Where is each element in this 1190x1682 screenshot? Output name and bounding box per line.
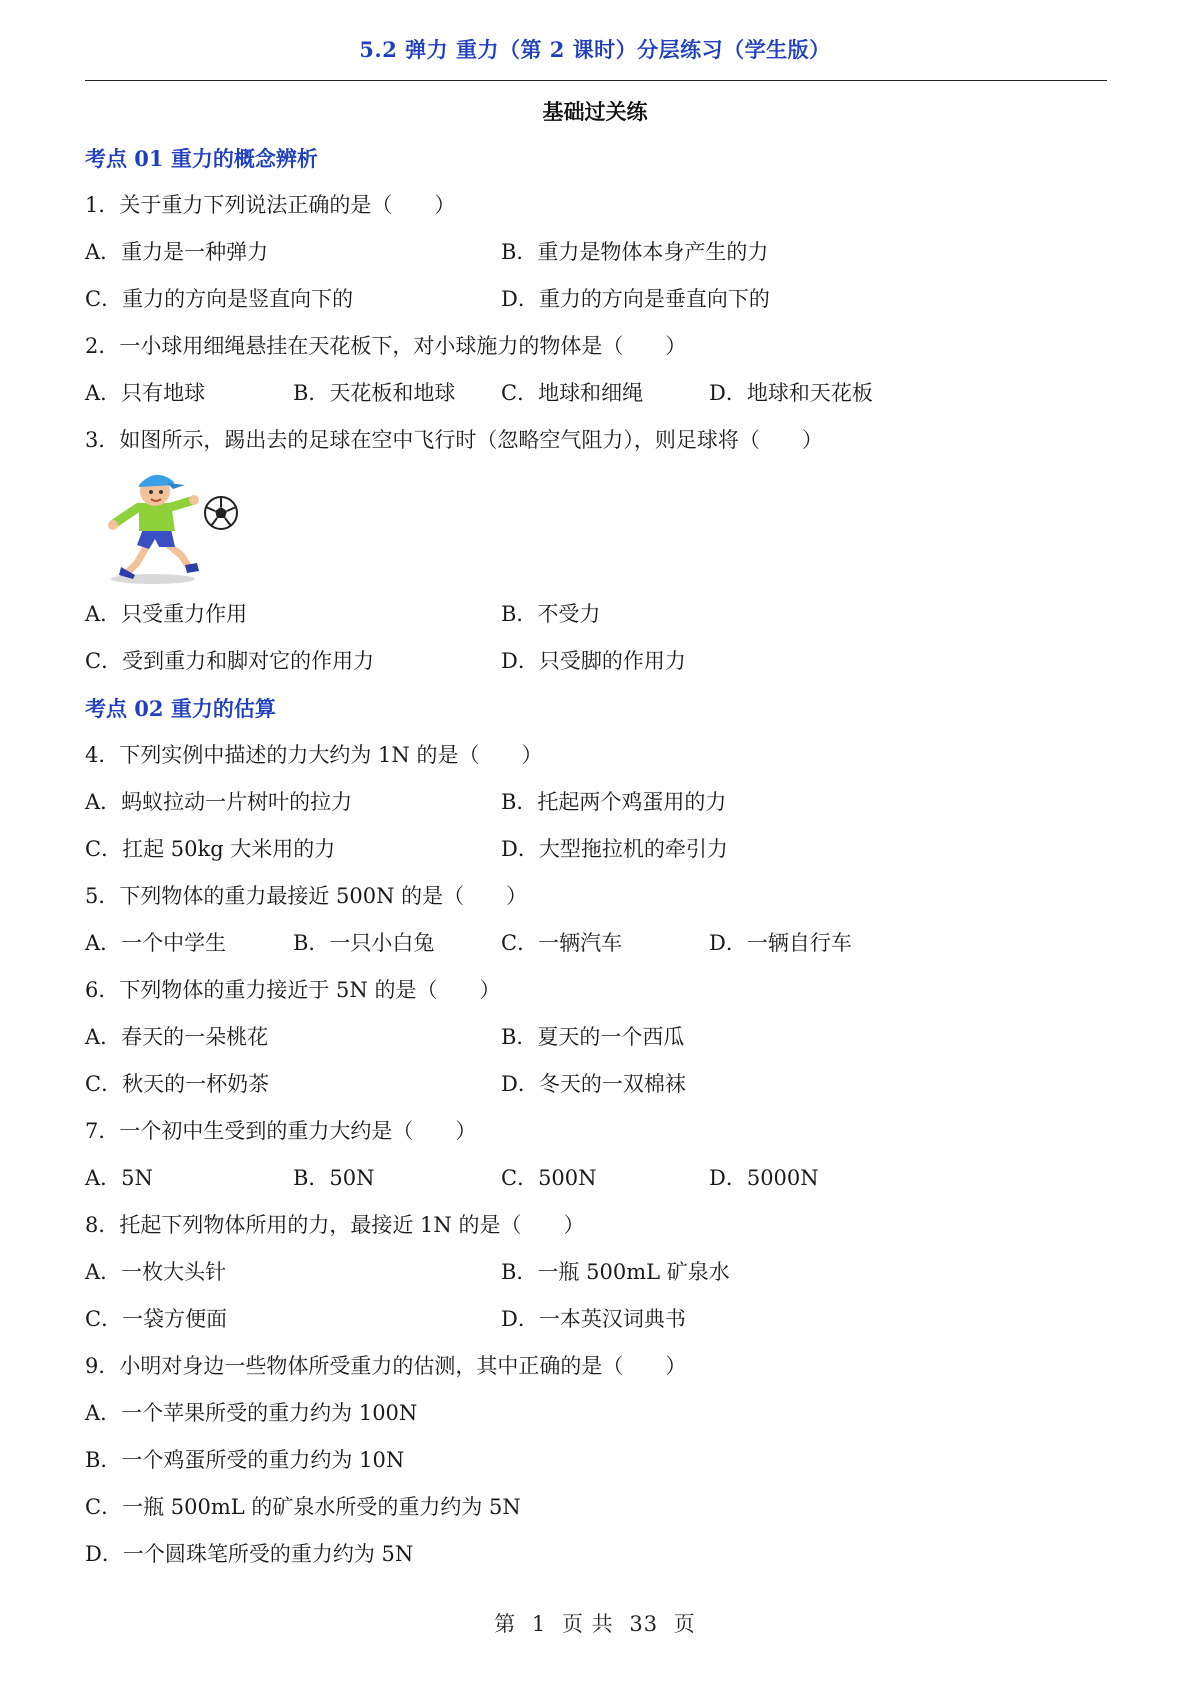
question-2-option-a: A．只有地球 [85,381,206,405]
question-3-option-d: D．只受脚的作用力 [501,649,686,673]
document-title: 5.2 弹力 重力（第 2 课时）分层练习（学生版） [359,37,831,62]
question-4-option-d: D．大型拖拉机的牵引力 [501,837,728,861]
kaodian-02-heading: 考点 02 重力的估算 [85,696,276,721]
question-7-option-a: A．5N [85,1166,153,1190]
question-2-option-b: B．天花板和地球 [293,381,456,405]
question-1-options-row-2 [85,276,1107,323]
question-3-option-a: A．只受重力作用 [85,602,248,626]
question-5-option-c: C．一辆汽车 [501,931,623,955]
question-6-option-b: B．夏天的一个西瓜 [501,1025,685,1049]
question-9-option-d: D．一个圆珠笔所受的重力约为 5N [85,1542,414,1566]
question-5-option-a: A．一个中学生 [85,931,227,955]
question-4-option-b: B．托起两个鸡蛋用的力 [501,790,727,814]
question-8-option-b: B．一瓶 500mL 矿泉水 [501,1260,730,1284]
question-7-options-row [85,1155,1107,1202]
question-9-stem: 9．小明对身边一些物体所受重力的估测，其中正确的是（ ） [85,1354,687,1378]
question-1-options-row-1 [85,229,1107,276]
question-list [85,135,1107,1578]
question-6-option-c: C．秋天的一杯奶茶 [85,1072,270,1096]
question-6-options-row-1 [85,1014,1107,1061]
question-5-stem: 5．下列物体的重力最接近 500N 的是（ ） [85,884,528,908]
question-3-option-c: C．受到重力和脚对它的作用力 [85,649,375,673]
question-3-stem: 3．如图所示，踢出去的足球在空中飞行时（忽略空气阻力），则足球将（ ） [85,428,823,452]
question-7-option-c: C．500N [501,1166,597,1190]
question-2-option-c: C．地球和细绳 [501,381,644,405]
question-7-stem: 7．一个初中生受到的重力大约是（ ） [85,1119,477,1143]
question-3-options-row-1 [85,591,1107,638]
question-1-option-b: B．重力是物体本身产生的力 [501,240,769,264]
question-4-options-row-2 [85,826,1107,873]
question-8-options-row-1 [85,1249,1107,1296]
footer-prefix: 第 [494,1612,517,1636]
question-8-options-row-2 [85,1296,1107,1343]
question-6-option-a: A．春天的一朵桃花 [85,1025,269,1049]
question-4-stem: 4．下列实例中描述的力大约为 1N 的是（ ） [85,743,543,767]
question-2-options-row [85,370,1107,417]
header-rule [85,80,1107,81]
question-8-option-a: A．一枚大头针 [85,1260,227,1284]
question-7-option-b: B．50N [293,1166,375,1190]
section-heading: 基础过关练 [542,99,648,124]
question-9-option-b: B．一个鸡蛋所受的重力约为 10N [85,1448,405,1472]
question-1-option-a: A．重力是一种弹力 [85,240,269,264]
footer-suffix: 页 [673,1612,696,1636]
question-3-option-b: B．不受力 [501,602,601,626]
question-5-option-d: D．一辆自行车 [709,931,852,955]
kaodian-01-heading: 考点 01 重力的概念辨析 [85,146,318,171]
question-5-option-b: B．一只小白兔 [293,931,435,955]
question-8-option-c: C．一袋方便面 [85,1307,228,1331]
page-footer [0,1608,1190,1638]
question-6-option-d: D．冬天的一双棉袜 [501,1072,686,1096]
question-3-options-row-2 [85,638,1107,685]
question-6-options-row-2 [85,1061,1107,1108]
footer-total-pages: 33 [629,1612,659,1636]
question-7-option-d: D．5000N [709,1166,819,1190]
question-1-option-c: C．重力的方向是竖直向下的 [85,287,354,311]
question-6-stem: 6．下列物体的重力接近于 5N 的是（ ） [85,978,501,1002]
question-1-stem: 1．关于重力下列说法正确的是（ ） [85,193,456,217]
question-4-options-row-1 [85,779,1107,826]
question-4-option-a: A．蚂蚁拉动一片树叶的拉力 [85,790,353,814]
footer-page-number: 1 [531,1612,547,1636]
question-8-stem: 8．托起下列物体所用的力，最接近 1N 的是（ ） [85,1213,585,1237]
question-9-option-a: A．一个苹果所受的重力约为 100N [85,1401,418,1425]
soccer-kid-illustration [85,464,1107,591]
question-9-option-c: C．一瓶 500mL 的矿泉水所受的重力约为 5N [85,1495,521,1519]
question-2-option-d: D．地球和天花板 [709,381,873,405]
question-8-option-d: D．一本英汉词典书 [501,1307,686,1331]
question-5-options-row [85,920,1107,967]
footer-middle: 页 共 [561,1612,614,1636]
question-1-option-d: D．重力的方向是垂直向下的 [501,287,770,311]
question-2-stem: 2．一小球用细绳悬挂在天花板下，对小球施力的物体是（ ） [85,334,687,358]
question-4-option-c: C．扛起 50kg 大米用的力 [85,837,336,861]
kicking-boy-image [93,467,243,587]
